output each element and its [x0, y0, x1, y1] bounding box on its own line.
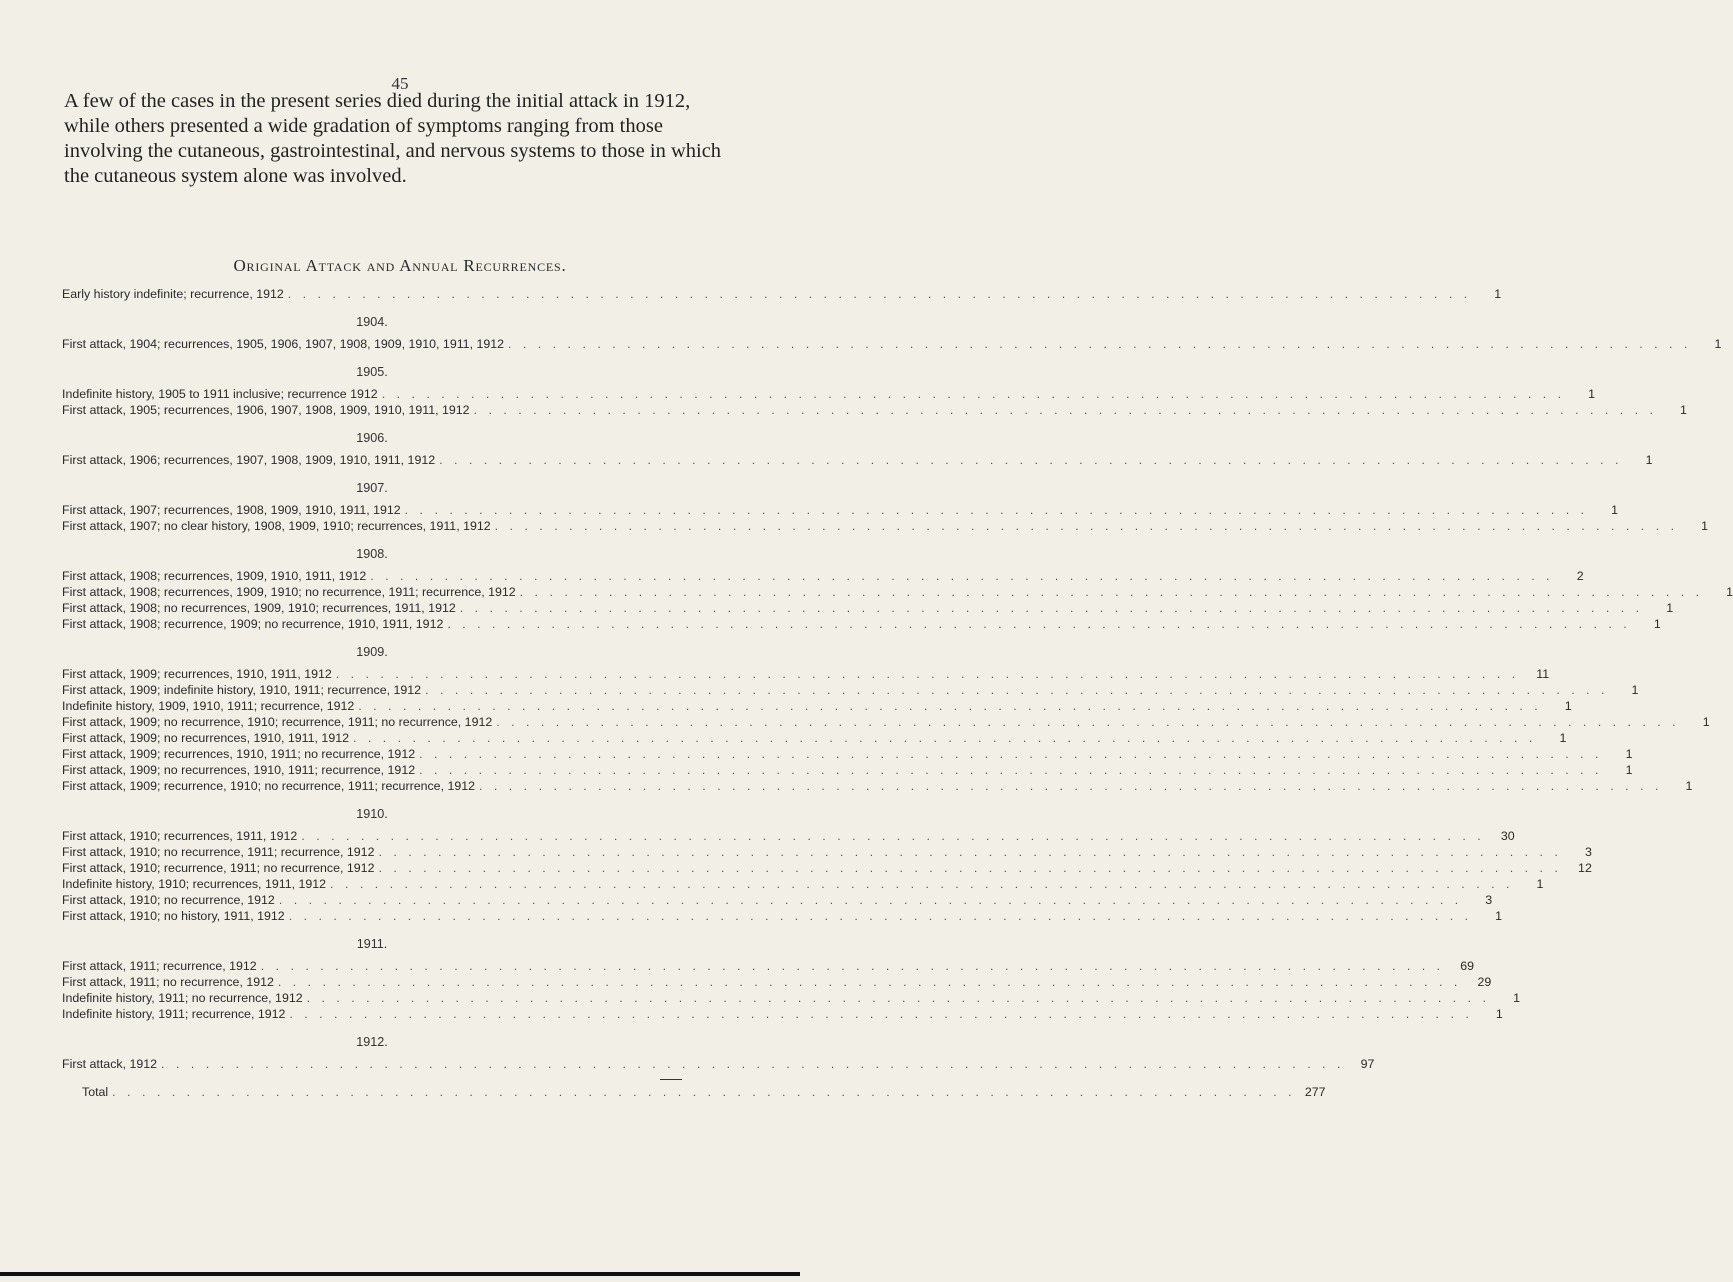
dot-leader: . . . . . . . . . . . . . . . . . . . . . . . . . . . . . . . . . . . . . . . . . . . . . . . . . . . . . . . . . . . . . . . . . . . . . . . . . . . . . . . .: [381, 387, 1566, 401]
entry-count: 11: [1536, 667, 1550, 681]
table-row: [62, 600, 1674, 616]
table-row: [62, 958, 1475, 974]
table-title: Original Attack and Annual Recurrences.: [233, 256, 567, 275]
table-row: [62, 860, 1592, 876]
year-heading: 1908.: [356, 547, 388, 561]
entry-label: Indefinite history, 1911; recurrence, 1912: [62, 1007, 286, 1021]
total-row: [62, 1084, 1326, 1100]
dot-leader: . . . . . . . . . . . . . . . . . . . . . . . . . . . . . . . . . . . . . . . . . . . . . . . . . . . . . . . . . . . . . . . . . . . . . . . . . . . . . . . .: [419, 763, 1603, 777]
table-row: [62, 908, 1503, 924]
year-group: [62, 286, 1502, 302]
year-heading: 1909.: [356, 645, 388, 659]
entry-count: 69: [1460, 959, 1475, 973]
year-group: [62, 644, 1710, 794]
year-group: [62, 480, 1709, 534]
year-group: [62, 314, 1722, 352]
table-row: [62, 730, 1567, 746]
year-heading: 1912.: [356, 1035, 388, 1049]
entry-count: 1: [1495, 909, 1503, 923]
year-group: [62, 1034, 1375, 1072]
entry-count: 1: [1564, 699, 1572, 713]
entry-count: 30: [1500, 829, 1515, 843]
entry-count: 1: [1495, 1007, 1503, 1021]
dot-leader: . . . . . . . . . . . . . . . . . . . . . . . . . . . . . . . . . . . . . . . . . . . . . . . . . . . . . . . . . . . . . . . . . . . . . . . . . . . . . . . .: [335, 667, 1520, 681]
year-group: [62, 806, 1592, 924]
entry-count: 1: [1702, 715, 1710, 729]
table-row: [62, 974, 1492, 990]
entry-label: Indefinite history, 1910; recurrences, 1911, 1912: [62, 877, 327, 891]
entry-count: 1: [1559, 731, 1567, 745]
entry-label: First attack, 1904; recurrences, 1905, 1906, 1907, 1908, 1909, 1910, 1911, 1912: [62, 337, 505, 351]
table-row: [62, 698, 1572, 714]
table-row: [62, 892, 1493, 908]
entry-count: 3: [1485, 893, 1493, 907]
table-row: [62, 746, 1633, 762]
intro-paragraph: A few of the cases in the present series died during the initial attack in 1912, while others presented a wide gradation of symptoms ranging from those involving the cutaneous, gastrointestinal, and nervous systems to those in which the cutaneous system alone was involved.: [64, 90, 722, 187]
entry-label: First attack, 1908; no recurrences, 1909, 1910; recurrences, 1911, 1912: [62, 601, 456, 615]
entry-label: Indefinite history, 1911; no recurrence, 1912: [62, 991, 303, 1005]
entry-count: 1: [1701, 519, 1709, 533]
entry-count: 1: [1611, 503, 1619, 517]
entry-label: First attack, 1907; recurrences, 1908, 1909, 1910, 1911, 1912: [62, 503, 401, 517]
table-row: [62, 1056, 1375, 1072]
entry-label: First attack, 1910; no recurrence, 1911; recurrence, 1912: [62, 845, 375, 859]
table-row: [62, 990, 1520, 1006]
entry-label: First attack, 1908; recurrences, 1909, 1910, 1911, 1912: [62, 569, 367, 583]
year-heading: 1905.: [356, 365, 388, 379]
dot-leader: . . . . . . . . . . . . . . . . . . . . . . . . . . . . . . . . . . . . . . . . . . . . . . . . . . . . . . . . . . . . . . . . . . . . . . . . . . . . . . . .: [425, 683, 1609, 697]
entry-label: Indefinite history, 1909, 1910, 1911; recurrence, 1912: [62, 699, 355, 713]
page-edge-bar: [0, 1272, 800, 1276]
table-row: [62, 402, 1687, 418]
entry-label: Early history indefinite; recurrence, 1912: [62, 287, 284, 301]
year-group: [62, 364, 1687, 418]
table-row: [62, 452, 1653, 468]
table-row: [62, 762, 1633, 778]
entry-count: 1: [1588, 387, 1596, 401]
entry-count: 1: [1631, 683, 1639, 697]
entry-count: 1: [1536, 877, 1544, 891]
total-label: Total: [82, 1085, 109, 1099]
dot-leader: . . . . . . . . . . . . . . . . . . . . . . . . . . . . . . . . . . . . . . . . . . . . . . . . . . . . . . . . . . . . . . . . . . . . . . . . . . . . . . . .: [161, 1057, 1345, 1071]
dot-leader: . . . . . . . . . . . . . . . . . . . . . . . . . . . . . . . . . . . . . . . . . . . . . . . . . . . . . . . . . . . . . . . . . . . . . . . . . . . . . . . .: [330, 877, 1514, 891]
dot-leader: . . . . . . . . . . . . . . . . . . . . . . . . . . . . . . . . . . . . . . . . . . . . . . . . . . . . . . . . . . . . . . . . . . . . . . . . . . . . . . . .: [301, 829, 1485, 843]
entry-count: 1: [1494, 287, 1502, 301]
entry-label: First attack, 1909; no recurrences, 1910, 1911, 1912: [62, 731, 349, 745]
entry-count: 29: [1477, 975, 1492, 989]
entry-count: 1: [1714, 337, 1722, 351]
entry-label: First attack, 1905; recurrences, 1906, 1907, 1908, 1909, 1910, 1911, 1912: [62, 403, 470, 417]
entry-count: 1: [1513, 991, 1520, 1005]
dot-leader: . . . . . . . . . . . . . . . . . . . . . . . . . . . . . . . . . . . . . . . . . . . . . . . . . . . . . . . . . . . . . . . . . . . . . . . . . . . . . . . .: [459, 601, 1644, 615]
dot-leader: . . . . . . . . . . . . . . . . . . . . . . . . . . . . . . . . . . . . . . . . . . . . . . . . . . . . . . . . . . . . . . . . . . . . . . . . . . . . . . . .: [404, 503, 1589, 517]
entry-count: 1: [1726, 585, 1733, 599]
dot-leader: . . . . . . . . . . . . . . . . . . . . . . . . . . . . . . . . . . . . . . . . . . . . . . . . . . . . . . . . . . . . . . . . . . . . . . . . . . . . . . . .: [419, 747, 1603, 761]
entry-count: 2: [1576, 569, 1584, 583]
table-row: [62, 386, 1596, 402]
entry-count: 1: [1645, 453, 1653, 467]
entry-label: Indefinite history, 1905 to 1911 inclusive; recurrence 1912: [62, 387, 378, 401]
entry-count: 1: [1680, 403, 1687, 417]
recurrence-table: [62, 286, 1733, 1100]
dot-leader: . . . . . . . . . . . . . . . . . . . . . . . . . . . . . . . . . . . . . . . . . . . . . . . . . . . . . . . . . . . . . . . . . . . . . . . . . . . . . . . .: [370, 569, 1554, 583]
entry-count: 1: [1666, 601, 1674, 615]
dot-leader: . . . . . . . . . . . . . . . . . . . . . . . . . . . . . . . . . . . . . . . . . . . . . . . . . . . . . . . . . . . . . . . . . . . . . . . . . . . . . . . .: [378, 845, 1562, 859]
dot-leader: . . . . . . . . . . . . . . . . . . . . . . . . . . . . . . . . . . . . . . . . . . . . . . . . . . . . . . . . . . . . . . . . . . . . . . . . . . . . . . . .: [306, 991, 1490, 1005]
table-row: [62, 286, 1502, 302]
dot-leader: . . . . . . . . . . . . . . . . . . . . . . . . . . . . . . . . . . . . . . . . . . . . . . . . . . . . . . . . . . . . . . . . . . . . . . . . . . . . . . . .: [494, 519, 1679, 533]
year-heading: 1910.: [356, 807, 388, 821]
entry-count: 1: [1653, 617, 1661, 631]
total-count: 277: [1304, 1085, 1326, 1099]
table-row: [62, 1006, 1503, 1022]
year-heading: 1911.: [356, 937, 388, 951]
dot-leader: . . . . . . . . . . . . . . . . . . . . . . . . . . . . . . . . . . . . . . . . . . . . . . . . . . . . . . . . . . . . . . . . . . . . . . . . . . . . . . . .: [479, 779, 1663, 793]
entry-count: 12: [1578, 861, 1592, 875]
table-row: [62, 666, 1550, 682]
table-row: [62, 876, 1544, 892]
entry-count: 3: [1584, 845, 1592, 859]
table-row: [62, 518, 1709, 534]
table-row: [62, 682, 1639, 698]
year-heading: 1907.: [356, 481, 388, 495]
dot-leader: . . . . . . . . . . . . . . . . . . . . . . . . . . . . . . . . . . . . . . . . . . . . . . . . . . . . . . . . . . . . . . . . . . . . . . . . . . . . . . . .: [353, 731, 1537, 745]
entry-label: First attack, 1910; recurrence, 1911; no recurrence, 1912: [62, 861, 375, 875]
entry-count: 97: [1360, 1057, 1375, 1071]
entry-label: First attack, 1912: [62, 1057, 158, 1071]
entry-count: 1: [1685, 779, 1693, 793]
table-row: [62, 502, 1619, 518]
dot-leader: . . . . . . . . . . . . . . . . . . . . . . . . . . . . . . . . . . . . . . . . . . . . . . . . . . . . . . . . . . . . . . . . . . . . . . . . . . . . . . . .: [439, 453, 1623, 467]
year-group: [62, 936, 1520, 1022]
entry-count: 1: [1625, 763, 1633, 777]
table-row: [62, 336, 1722, 352]
dot-leader: . . . . . . . . . . . . . . . . . . . . . . . . . . . . . . . . . . . . . . . . . . . . . . . . . . . . . . . . . . . . . . . . . . . . . . . . . . . . . . . .: [496, 715, 1680, 729]
entry-label: First attack, 1908; recurrences, 1909, 1910; no recurrence, 1911; recurrence, 1912: [62, 585, 516, 599]
entry-label: First attack, 1909; recurrence, 1910; no recurrence, 1911; recurrence, 1912: [62, 779, 476, 793]
dot-leader: . . . . . . . . . . . . . . . . . . . . . . . . . . . . . . . . . . . . . . . . . . . . . . . . . . . . . . . . . . . . . . . . . . . . . . . . . . . . . . . .: [112, 1085, 1296, 1099]
dot-leader: . . . . . . . . . . . . . . . . . . . . . . . . . . . . . . . . . . . . . . . . . . . . . . . . . . . . . . . . . . . . . . . . . . . . . . . . . . . . . . . .: [289, 1007, 1473, 1021]
year-heading: 1904.: [356, 315, 388, 329]
dot-leader: . . . . . . . . . . . . . . . . . . . . . . . . . . . . . . . . . . . . . . . . . . . . . . . . . . . . . . . . . . . . . . . . . . . . . . . . . . . . . . . .: [277, 975, 1462, 989]
dot-leader: . . . . . . . . . . . . . . . . . . . . . . . . . . . . . . . . . . . . . . . . . . . . . . . . . . . . . . . . . . . . . . . . . . . . . . . . . . . . . . . .: [473, 403, 1657, 417]
table-row: [62, 778, 1693, 794]
entry-label: First attack, 1909; no recurrence, 1910; recurrence, 1911; no recurrence, 1912: [62, 715, 493, 729]
entry-count: 1: [1625, 747, 1633, 761]
table-row: [62, 828, 1515, 844]
entry-label: First attack, 1907; no clear history, 1908, 1909, 1910; recurrences, 1911, 1912: [62, 519, 491, 533]
entry-label: First attack, 1909; recurrences, 1910, 1911, 1912: [62, 667, 332, 681]
dot-leader: . . . . . . . . . . . . . . . . . . . . . . . . . . . . . . . . . . . . . . . . . . . . . . . . . . . . . . . . . . . . . . . . . . . . . . . . . . . . . . . .: [287, 287, 1472, 301]
page-number: 45: [391, 74, 409, 93]
table-row: [62, 714, 1710, 730]
year-heading: 1906.: [356, 431, 388, 445]
entry-label: First attack, 1910; no history, 1911, 1912: [62, 909, 285, 923]
table-row: [62, 584, 1733, 600]
table-row: [62, 616, 1661, 632]
dot-leader: . . . . . . . . . . . . . . . . . . . . . . . . . . . . . . . . . . . . . . . . . . . . . . . . . . . . . . . . . . . . . . . . . . . . . . . . . . . . . . . .: [447, 617, 1631, 631]
entry-label: First attack, 1910; no recurrence, 1912: [62, 893, 275, 907]
year-group: [62, 430, 1653, 468]
table-row: [62, 844, 1592, 860]
dot-leader: . . . . . . . . . . . . . . . . . . . . . . . . . . . . . . . . . . . . . . . . . . . . . . . . . . . . . . . . . . . . . . . . . . . . . . . . . . . . . . . .: [278, 893, 1463, 907]
dot-leader: . . . . . . . . . . . . . . . . . . . . . . . . . . . . . . . . . . . . . . . . . . . . . . . . . . . . . . . . . . . . . . . . . . . . . . . . . . . . . . . .: [358, 699, 1542, 713]
entry-label: First attack, 1909; recurrences, 1910, 1911; no recurrence, 1912: [62, 747, 416, 761]
entry-label: First attack, 1906; recurrences, 1907, 1908, 1909, 1910, 1911, 1912: [62, 453, 436, 467]
dot-leader: . . . . . . . . . . . . . . . . . . . . . . . . . . . . . . . . . . . . . . . . . . . . . . . . . . . . . . . . . . . . . . . . . . . . . . . . . . . . . . . .: [508, 337, 1692, 351]
entry-label: First attack, 1910; recurrences, 1911, 1912: [62, 829, 298, 843]
year-group: [62, 546, 1733, 632]
entry-label: First attack, 1911; recurrence, 1912: [62, 959, 257, 973]
entry-label: First attack, 1909; no recurrences, 1910, 1911; recurrence, 1912: [62, 763, 416, 777]
table-row: [62, 568, 1584, 584]
entry-label: First attack, 1908; recurrence, 1909; no recurrence, 1910, 1911, 1912: [62, 617, 444, 631]
dot-leader: . . . . . . . . . . . . . . . . . . . . . . . . . . . . . . . . . . . . . . . . . . . . . . . . . . . . . . . . . . . . . . . . . . . . . . . . . . . . . . . .: [260, 959, 1445, 973]
dot-leader: . . . . . . . . . . . . . . . . . . . . . . . . . . . . . . . . . . . . . . . . . . . . . . . . . . . . . . . . . . . . . . . . . . . . . . . . . . . . . . . .: [519, 585, 1704, 599]
dot-leader: . . . . . . . . . . . . . . . . . . . . . . . . . . . . . . . . . . . . . . . . . . . . . . . . . . . . . . . . . . . . . . . . . . . . . . . . . . . . . . . .: [378, 861, 1562, 875]
entry-label: First attack, 1911; no recurrence, 1912: [62, 975, 274, 989]
dot-leader: . . . . . . . . . . . . . . . . . . . . . . . . . . . . . . . . . . . . . . . . . . . . . . . . . . . . . . . . . . . . . . . . . . . . . . . . . . . . . . . .: [288, 909, 1473, 923]
entry-label: First attack, 1909; indefinite history, 1910, 1911; recurrence, 1912: [62, 683, 422, 697]
